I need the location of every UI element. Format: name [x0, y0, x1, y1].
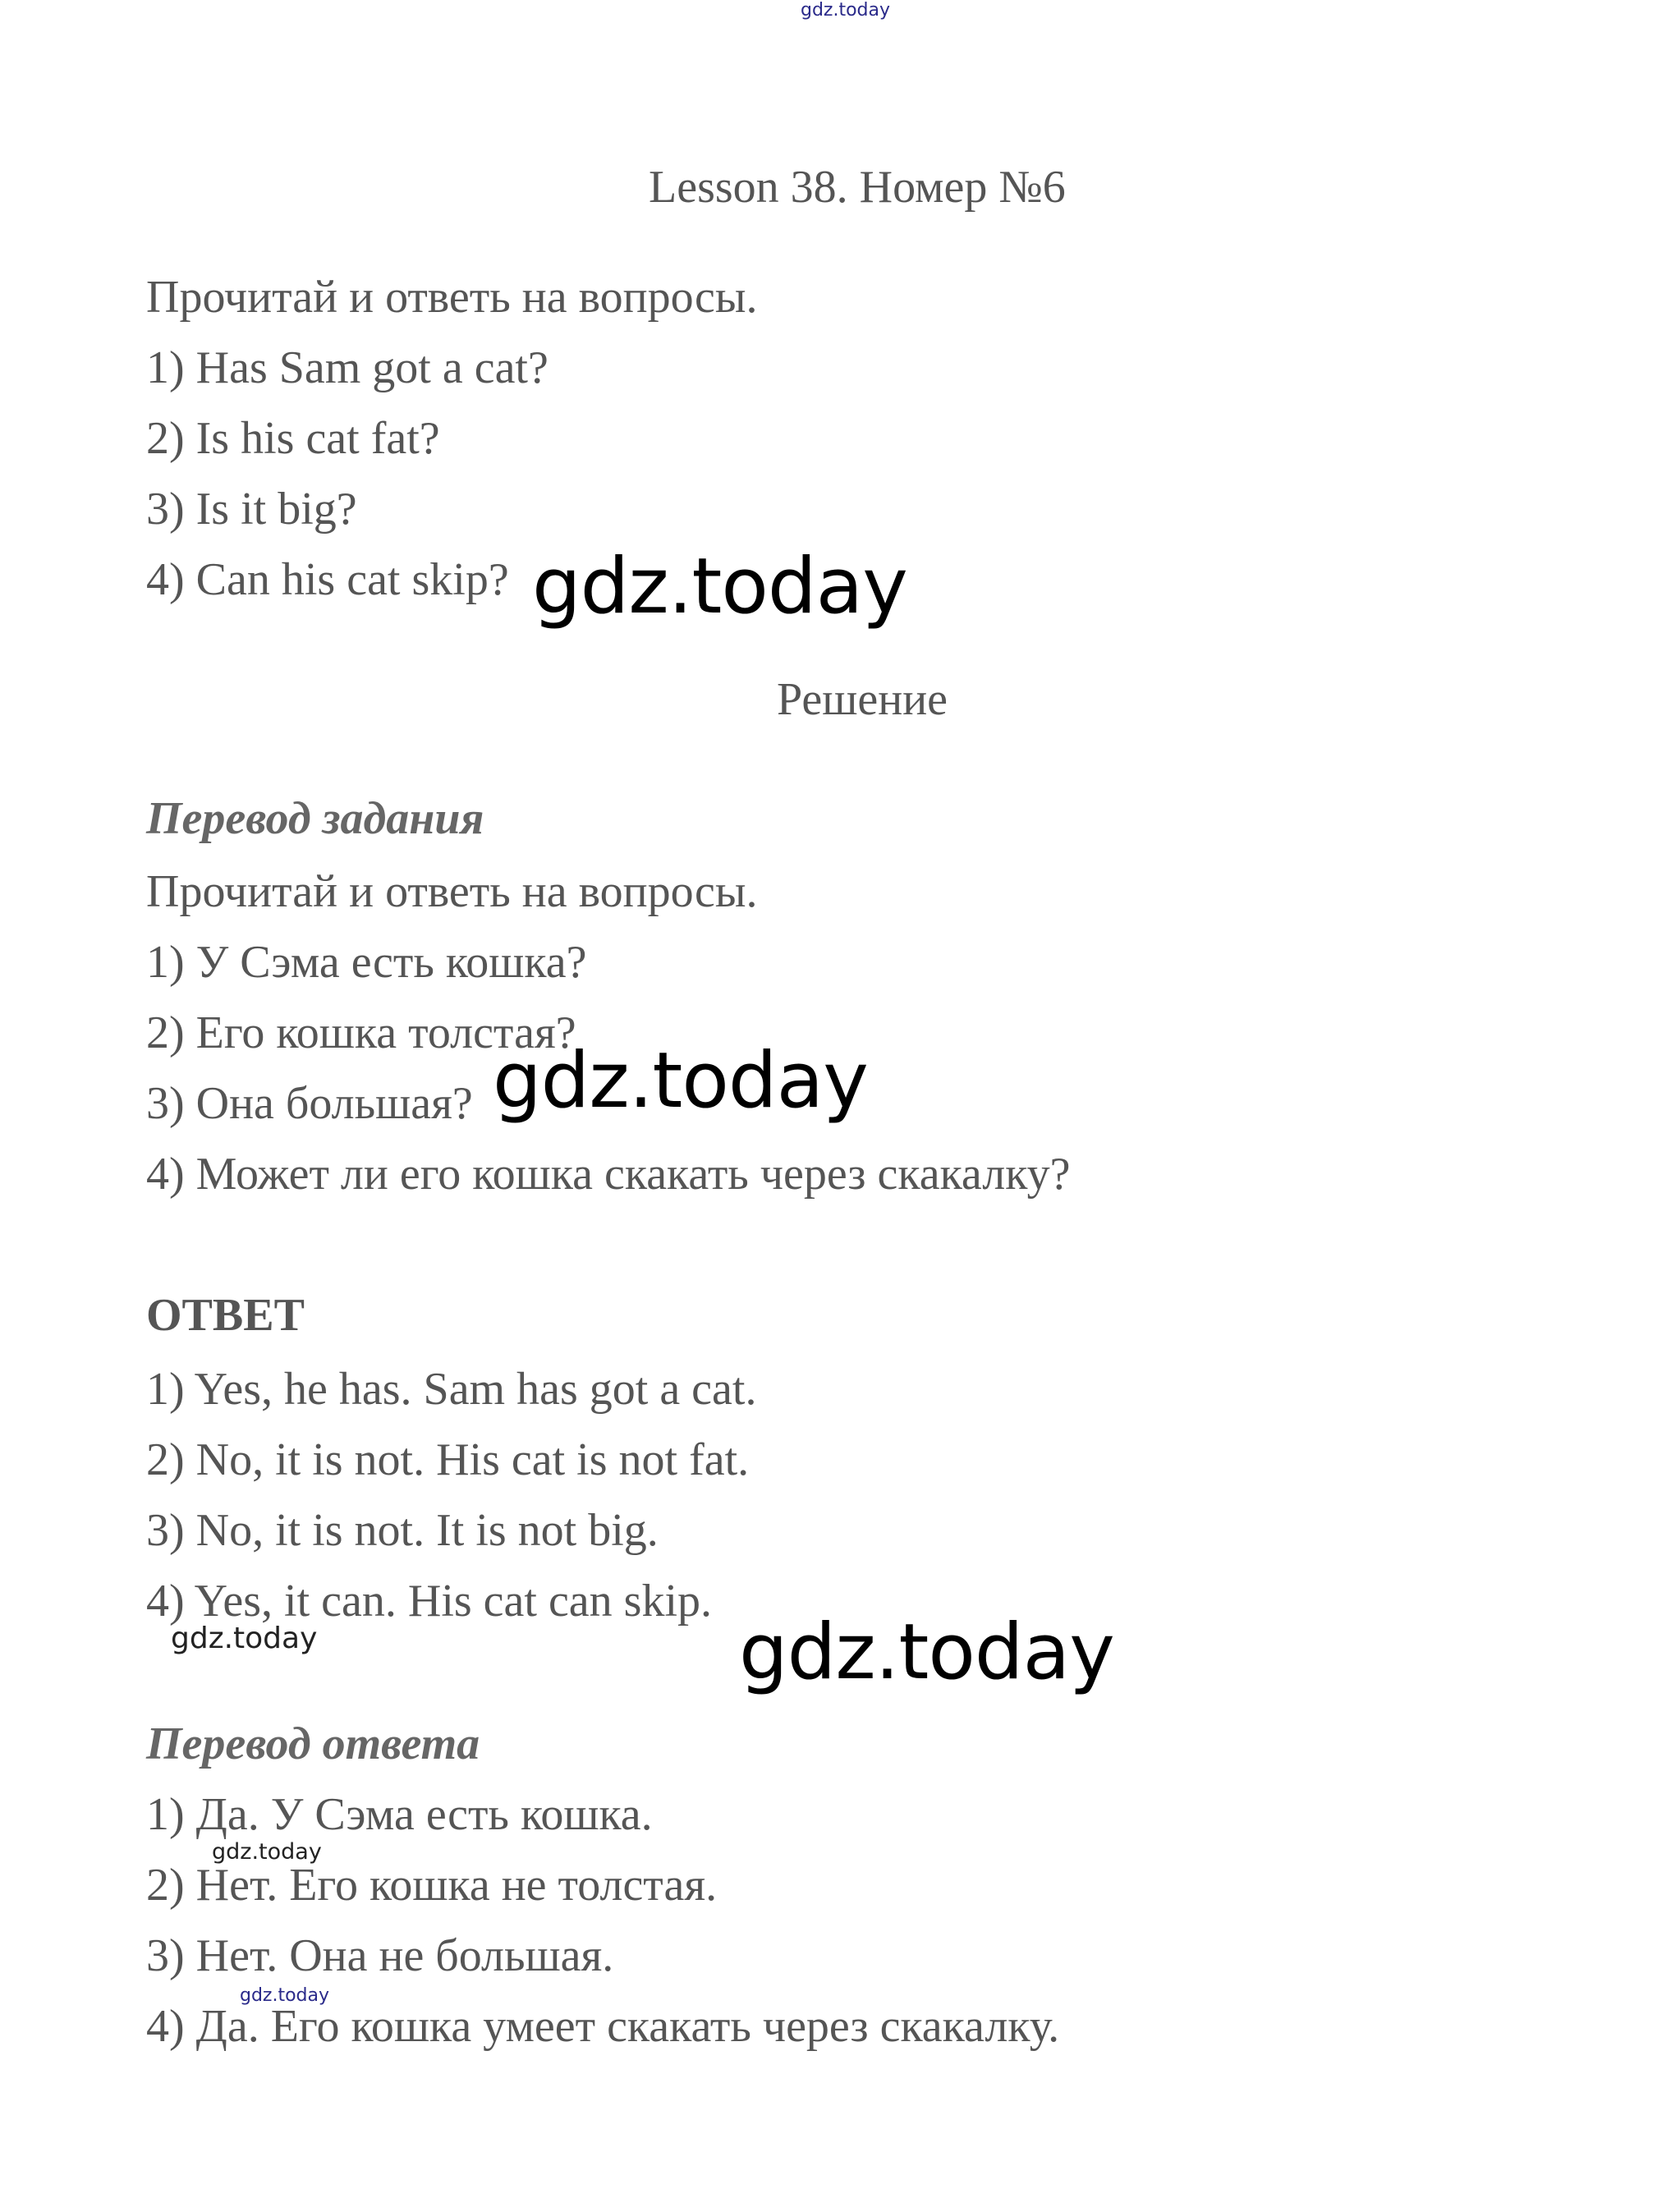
answer-line: 2) No, it is not. His cat is not fat. — [146, 1434, 750, 1485]
watermark-top: gdz.today — [801, 0, 891, 21]
watermark-small: gdz.today — [212, 1839, 322, 1865]
answer-heading: ОТВЕТ — [146, 1290, 305, 1341]
task-question: 4) Can his cat skip? — [146, 554, 509, 605]
watermark-small: gdz.today — [171, 1622, 318, 1655]
task-translation-question: 4) Может ли его кошка скакать через скакалку? — [146, 1149, 1071, 1200]
watermark-large: gdz.today — [739, 1608, 1114, 1697]
answer-translation-line: 1) Да. У Сэма есть кошка. — [146, 1789, 653, 1840]
answer-translation-heading: Перевод ответа — [146, 1718, 480, 1769]
answer-translation-line: 4) Да. Его кошка умеет скакать через скакалку. — [146, 2001, 1060, 2052]
task-translation-instruction: Прочитай и ответь на вопросы. — [146, 866, 758, 917]
answer-translation-line: 2) Нет. Его кошка не толстая. — [146, 1860, 718, 1911]
answer-translation-line: 3) Нет. Она не большая. — [146, 1930, 614, 1981]
answer-line: 3) No, it is not. It is not big. — [146, 1505, 659, 1556]
watermark-large: gdz.today — [532, 542, 907, 631]
watermark-large: gdz.today — [493, 1036, 868, 1126]
answer-line: 1) Yes, he has. Sam has got a cat. — [146, 1364, 757, 1415]
task-translation-heading: Перевод задания — [146, 793, 484, 844]
task-translation-question: 3) Она большая? — [146, 1078, 473, 1129]
solution-label: Решение — [777, 674, 948, 725]
task-translation-question: 2) Его кошка толстая? — [146, 1007, 576, 1058]
task-translation-question: 1) У Сэма есть кошка? — [146, 937, 587, 988]
task-question: 1) Has Sam got a cat? — [146, 342, 549, 393]
task-question: 3) Is it big? — [146, 484, 357, 535]
page-title: Lesson 38. Номер №6 — [649, 162, 1066, 213]
task-question: 2) Is his cat fat? — [146, 413, 440, 464]
task-instruction: Прочитай и ответь на вопросы. — [146, 272, 758, 323]
answer-line: 4) Yes, it can. His cat can skip. — [146, 1576, 713, 1627]
watermark-small: gdz.today — [240, 1985, 330, 2006]
